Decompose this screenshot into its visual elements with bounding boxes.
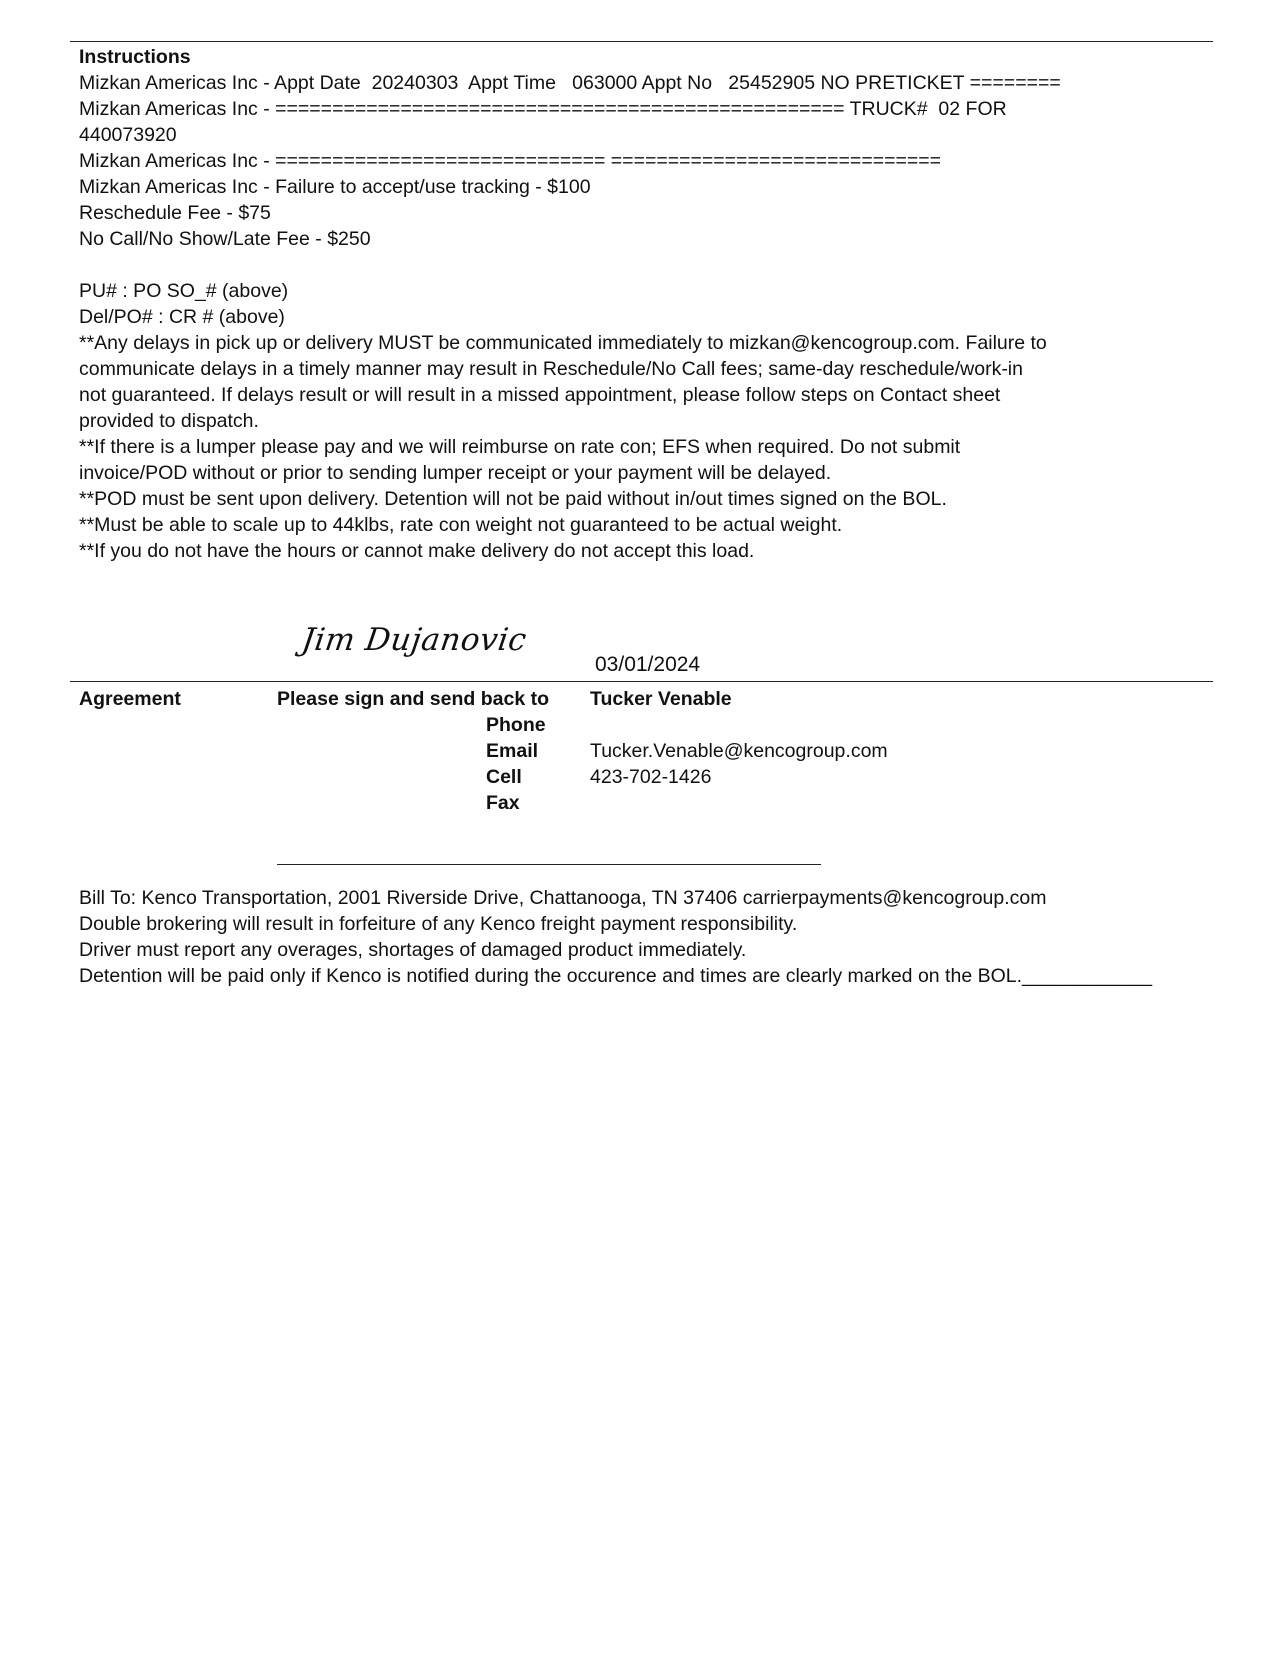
fax-label: Fax (486, 792, 520, 814)
instruction-line: communicate delays in a timely manner may result in Reschedule/No Call fees; same-day reschedule/work-in (79, 358, 1023, 380)
instruction-line: **If you do not have the hours or cannot make delivery do not accept this load. (79, 540, 755, 562)
instruction-line: Del/PO# : CR # (above) (79, 306, 285, 328)
contact-name: Tucker Venable (590, 688, 732, 710)
instructions-heading: Instructions (79, 46, 191, 68)
footer-line: Detention will be paid only if Kenco is notified during the occurence and times are clearly marked on the BOL.____________ (79, 965, 1153, 987)
instruction-line: **POD must be sent upon delivery. Detention will not be paid without in/out times signed on the BOL. (79, 488, 947, 510)
instruction-line: invoice/POD without or prior to sending lumper receipt or your payment will be delayed. (79, 462, 832, 484)
cell-label: Cell (486, 766, 522, 788)
instruction-line: Mizkan Americas Inc - ================================================== TRUCK# 02 FOR (79, 98, 1007, 120)
handwritten-signature: Jim Dujanovic (299, 622, 529, 658)
phone-label: Phone (486, 714, 546, 736)
instruction-line: Reschedule Fee - $75 (79, 202, 271, 224)
instruction-line: **If there is a lumper please pay and we will reimburse on rate con; EFS when required. Do not submit (79, 436, 961, 458)
instruction-line: Mizkan Americas Inc - Failure to accept/use tracking - $100 (79, 176, 591, 198)
instruction-line: No Call/No Show/Late Fee - $250 (79, 228, 371, 250)
footer-line: Driver must report any overages, shortages of damaged product immediately. (79, 939, 747, 961)
signature-divider (70, 681, 1213, 682)
top-divider (70, 41, 1213, 42)
instruction-line: provided to dispatch. (79, 410, 259, 432)
email-label: Email (486, 740, 539, 762)
cell-value: 423-702-1426 (590, 766, 712, 788)
instruction-line: PU# : PO SO_# (above) (79, 280, 289, 302)
instruction-line: Mizkan Americas Inc - ============================= ============================= (79, 150, 942, 172)
agreement-label: Agreement (79, 688, 181, 710)
signature-date: 03/01/2024 (595, 653, 701, 676)
footer-line: Bill To: Kenco Transportation, 2001 Riverside Drive, Chattanooga, TN 37406 carrierpayments@kencogroup.com (79, 887, 1047, 909)
instruction-line: 440073920 (79, 124, 177, 146)
instruction-line: **Must be able to scale up to 44klbs, rate con weight not guaranteed to be actual weight. (79, 514, 843, 536)
instruction-line: **Any delays in pick up or delivery MUST be communicated immediately to mizkan@kencogroup.com. Failure to (79, 332, 1047, 354)
email-value: Tucker.Venable@kencogroup.com (590, 740, 888, 762)
send-back-label: Please sign and send back to (277, 688, 550, 710)
instruction-line: Mizkan Americas Inc - Appt Date 20240303 Appt Time 063000 Appt No 25452905 NO PRETICKET ======== (79, 72, 1061, 94)
footer-line: Double brokering will result in forfeiture of any Kenco freight payment responsibility. (79, 913, 798, 935)
instruction-line: not guaranteed. If delays result or will result in a missed appointment, please follow steps on Contact sheet (79, 384, 1001, 406)
signature-line (277, 864, 821, 865)
